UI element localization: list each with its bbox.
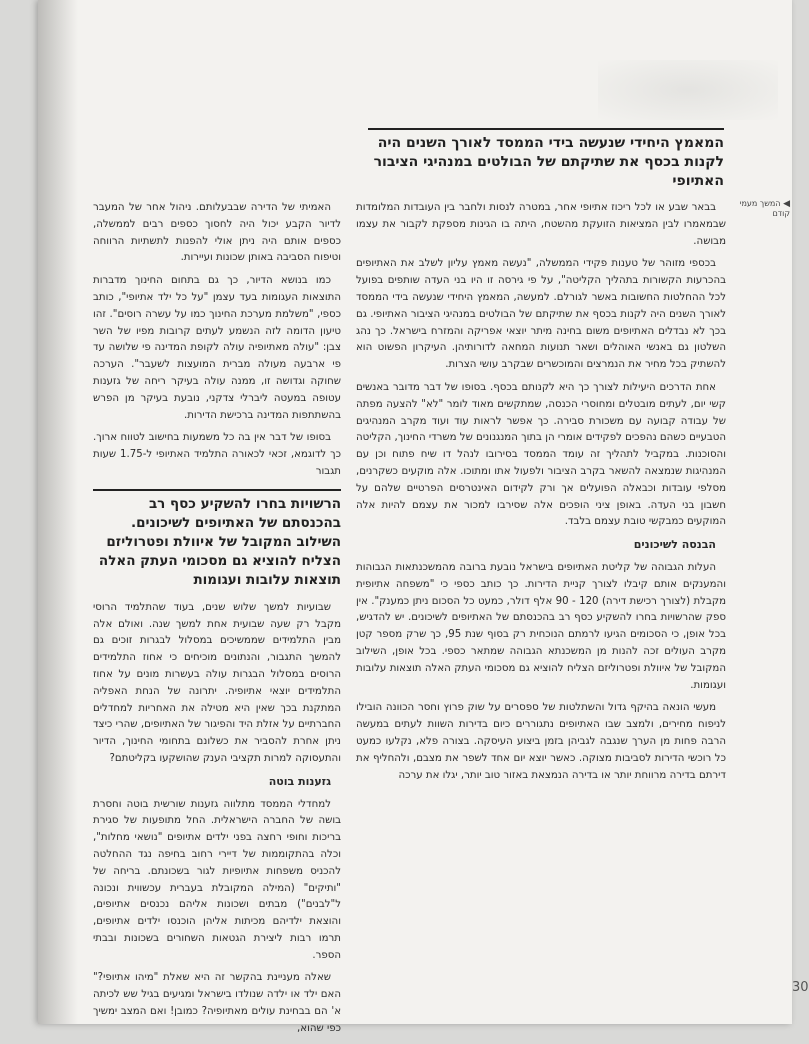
article-column-left <box>93 200 341 1044</box>
paragraph: למחדלי הממסד מתלווה גזענות שורשית בוטה וחסרת בושה של החברה הישראלית. החל מתופעות של סגירת בריכות וחופי רחצה בפני ילדים אתיופים "נושאי מחלות", וכלה בהתקוממות של דיירי רחוב בחיפה נגד ההחלטה להכניס משפחות אתיופיות לגור בשכונתם. בריחה של "ותיקים" (המילה המקובלת בעברית עכשווית ונכונה ל"לבנים") מבתים ושכונות אליהם נכנסים אתיופים, והוצאת ילדיהם מכיתות אליהן הוכנסו ילדים אתיופים, תרמו רבות ליצירת הגטאות השחורים בשכונות ובבתי הספר. <box>93 798 341 961</box>
pullquote-middle: הרשויות בחרו להשקיע כסף רב בהכנסתם של האתיופים לשיכונים. השילוב המקובל של איוולת ופטרוליזם הצליח להוציא גם מסכומי העתק האלה תוצאות עלובות ועגומות <box>93 489 341 590</box>
paragraph: שבועיות למשך שלוש שנים, בעוד שהתלמיד הרוסי מקבל רק שעה שבועית אחת למשך שנה. ואולם אלה מבין התלמידים שממשיכים במסלול לבגרות זוכים גם להמשך התגבור, והנתונים מוכיחים כי אחוז התלמידים הרוסים במסלול הבגרות עולה בעשרות מונים על אחוז התלמידים יוצאי אתיופיה. יתרונה של הנחת האפליה המתקנת בכך שאין היא מטילה את האחריות למחדלים החברתיים על אזלת היד והפיגור של האתיופים, שהרי כיצד ניתן אחרת להסביר את כשלונם בתחומי החינוך, הדיור והתעסוקה למרות תקציבי הענק שהושקעו בקליטתם? <box>93 601 341 764</box>
article-column-right <box>356 200 726 790</box>
section-heading: גזענות בוטה <box>268 774 331 788</box>
page-number: 30 <box>792 980 809 995</box>
paragraph: האמיתי של הדירה שבבעלותם. ניהול אחר של המעבר לדיור הקבע יכול היה לחסוך כספים רבים לממשלה, כספים אותם היה ניתן אולי להפנות לתשתיות הרווחה וטיפוח הסביבה באותן שכונות ועיירות. <box>93 202 341 264</box>
paragraph: אחת הדרכים היעילות לצורך כך היא לקנותם בכסף. בסופו של דבר מדובר באנשים קשי יום, לעתים מובטלים ומחוסרי הכנסה, שמתקשים מאוד לומר "לא" להצעה מפתה של עבודה קבועה עם משכורת סבירה. כך אפשר לראות עוד ועוד מקרב המנהיגים הטבעיים כשהם נהפכים לפקידים אומרי הן בתוך המנגנונים של משרדי החינוך, הקליטה והסוכנות. במקביל לתהליך זה עומד הממסד בסירובו לנהל דו שיח פתוח וכן עם המנהיגות שנמצאה להשאר בקרב הציבור ולפעול אתו ומתוכו. אלה מוקעים כשקרנים, מסלפי עובדות וכבאלה הפועלים אך ורק לקידום האינטרסים הפרטיים שלהם על חשבון בני העדה. באופן ציני הופכים אלה שסירבו למכור את עצמם להיות אלה המוקעים כמבקשי טובת עצמם בלבד. <box>356 381 726 528</box>
paragraph: מעשי הונאה בהיקף גדול והשתלטות של ספסרים על שוק פרוץ וחסר הכוונה הובילו לניפוח מחירים, ולמצב שבו האתיופים נתגוררים כיום בדירות השוות לעתים במעשה הרבה פחות מן הערך שנגבה לגביהן בזמן ביצוע העיסקה. בצורה פלא, נקלעו כמעט כל רוכשי הדירות לסביבות מצוקה. כאשר יוצא יום אחד לשפר את מצבם, ולהחליף את דירתם בדירה מרווחת יותר או בדירה הנמצאת באזור טוב יותר, יגלו את ערכה <box>356 702 726 781</box>
arrow-left-icon: ◀ <box>783 199 790 209</box>
magazine-page <box>38 0 809 1034</box>
faint-background-print <box>598 60 778 120</box>
binding-shadow <box>38 0 78 1024</box>
paragraph: בסופו של דבר אין בה כל משמעות בחישוב לטווח ארוך. כך לדוגמא, זכאי לכאורה התלמיד האתיופי ל-1.75 שעות תגבור <box>93 432 341 477</box>
continued-note <box>730 199 790 218</box>
paragraph: כמו בנושא הדיור, כך גם בתחום החינוך מדברות התוצאות העגומות בעד עצמן "על כל ילד אתיופי", כותב כספי, "משלמת מערכת החינוך כמו על עשרה רוסים". זהו טיעון הדומה לזה הנשמע לעתים קרובות מפיו של השר צבן: "עולה מאתיופיה עולה לקופת המדינה פי שלושה עד פי ארבעה מעולה מברית המועצות לשעבר". הערכה שחוקה וגדושה זו, ממנה עולה בעיקר ריחה של גזענות עטופה במעטה ליברלי צדקני, נובעת בעיקר מן הפרש בהשתתפות המדינה ברכישת הדירות. <box>93 275 341 421</box>
pullquote-top: המאמץ היחידי שנעשה בידי הממסד לאורך השנים היה לקנות בכסף את שתיקתם של הבולטים במנהיגי הציבור האתיופי <box>368 128 724 191</box>
continued-note-text: המשך מעמי קודם <box>739 199 790 218</box>
paragraph: העלות הגבוהה של קליטת האתיופים בישראל נובעת ברובה מהמשכנתאות הגבוהות והמענקים אותם קיבלו לצורך קניית הדירות. כך כותב כספי כי "משפחה אתיופית מקבלת (לצורך רכישת דירה) 120 - 90 אלף דולר, כמעט כל הסכום ניתן כמענק". אין ספק שהרשויות בחרו להשקיע כסף רב בהכנסתם של האתיופים לשיכונים. יש להדגיש, בכל אופן, כי הסכומים הגיעו לרמתם הנוכחית רק בסוף שנת 95, כך שרק מספר קטן מקרב העולים זכה להנות מן המשכנתא הגבוהה שמתאר כספי. בכל אופן, השילוב המקובל של איוולת ופטרוליזם הצליח להוציא גם מסכומי העתק האלה תוצאות עלובות ועגומות. <box>356 561 726 691</box>
paragraph: שאלה מעניינת בהקשר זה היא שאלת "מיהו אתיופי?" האם ילד או ילדה שנולדו בישראל ומגיעים בגיל שש לכיתה א' הם בבחינת עולים מאתיופיה? כמובן! ואם המצב ימשיך כפי שהוא, <box>93 972 341 1034</box>
paragraph: בכספי מזוהר של טענות פקידי הממשלה, "נעשה מאמץ עליון לשלב את האתיופים בהכרעות הקשורות בתהליך הקליטה", על פי גירסה זו היו בני העדה שותפים בפועל לכל ההחלטות החשובות באשר לגורלם. למעשה, המאמץ היחידי שנעשה בידי הממסד לאורך השנים היה לקנות בכסף את שתיקתם של הבולטים במנהיגי הציבור האתיופי. גם בכך לא נבדלים האתיופים משום בחינה מיתר יוצאי אפריקה והמזרח בישראל. כך נהג השלטון גם באנשי האוהלים ושאר תנועות המחאה לדורותיהן. העיקרון הפשוט הוא להשתיק בכל מחיר את הנמרצים והמוכשרים שבקרב עושי הצרות. <box>356 258 726 371</box>
section-heading: הבנסה לשיכונים <box>633 538 716 552</box>
paragraph: בבאר שבע או לכל ריכוז אתיופי אחר, במטרה לנסות ולחבר בין העובדות המלומדות שבמאמרו לבין המציאות הזועקת מהשטח, היתה בו הגינות מספקת לקבור את עצמו מבושה. <box>356 202 726 247</box>
